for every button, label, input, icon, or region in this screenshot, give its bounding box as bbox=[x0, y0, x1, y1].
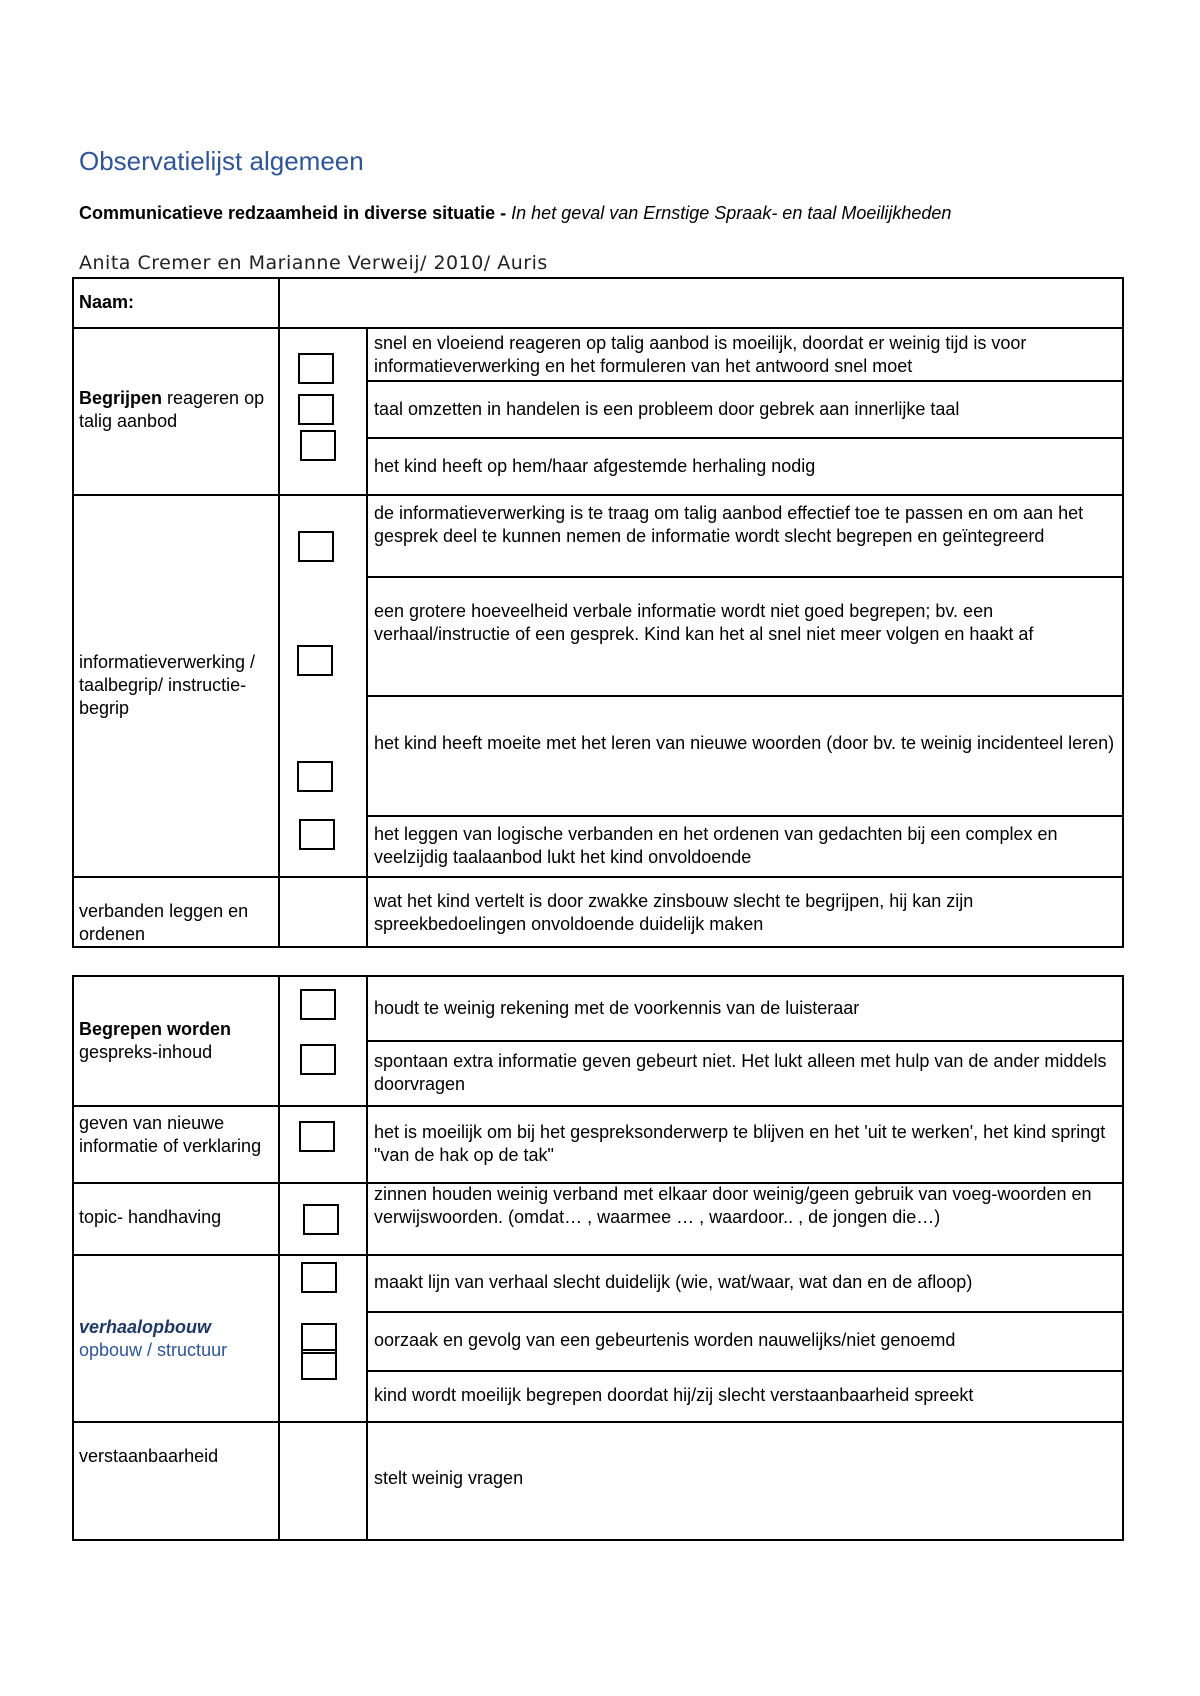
table-border bbox=[366, 815, 1124, 817]
checkbox[interactable] bbox=[298, 353, 334, 384]
category-begrijpen-rest: reageren op talig aanbod bbox=[79, 388, 265, 431]
category-verstaan: verstaanbaarheid bbox=[79, 1446, 219, 1466]
item-text: het leggen van logische verbanden en het ordenen van gedachten bij een complex en veelzijdig taalaanbod lukt het kind onvoldoende bbox=[374, 824, 1058, 867]
table-border bbox=[72, 494, 1124, 496]
checkbox[interactable] bbox=[300, 989, 336, 1020]
table-border bbox=[72, 1539, 1124, 1541]
table-border bbox=[72, 946, 1124, 948]
category-verhaal-rest: opbouw / structuur bbox=[79, 1340, 228, 1360]
item-text: spontaan extra informatie geven gebeurt niet. Het lukt alleen met hulp van de ander middels doorvragen bbox=[374, 1051, 1107, 1094]
table-border bbox=[72, 327, 1124, 329]
category-begrepen-rest: gespreks-inhoud bbox=[79, 1042, 213, 1062]
item-text: het kind heeft moeite met het leren van nieuwe woorden (door bv. te weinig incidenteel leren) bbox=[374, 733, 1115, 753]
item-text: oorzaak en gevolg van een gebeurtenis worden nauwelijks/niet genoemd bbox=[374, 1330, 956, 1350]
checkbox[interactable] bbox=[299, 819, 335, 850]
table-border bbox=[366, 695, 1124, 697]
item-text: stelt weinig vragen bbox=[374, 1468, 524, 1488]
table-border bbox=[366, 1311, 1124, 1313]
category-nieuwe-info: geven van nieuwe informatie of verklaring bbox=[79, 1113, 262, 1156]
naam-label: Naam: bbox=[79, 292, 135, 312]
table-border bbox=[72, 277, 1124, 279]
item-text: een grotere hoeveelheid verbale informatie wordt niet goed begrepen; bv. een verhaal/instructie of een gesprek. Kind kan het al snel niet meer volgen en haakt af bbox=[374, 601, 1034, 644]
item-text: de informatieverwerking is te traag om talig aanbod effectief toe te passen en om aan het gesprek deel te kunnen nemen de informatie wordt slecht begrepen en geïntegreerd bbox=[374, 503, 1084, 546]
table-border bbox=[72, 975, 74, 1540]
category-verbanden: verbanden leggen en ordenen bbox=[79, 901, 249, 944]
subtitle-italic: In het geval van Ernstige Spraak- en taal Moeilijkheden bbox=[511, 203, 952, 223]
category-begrijpen bbox=[79, 387, 274, 433]
category-informatie: informatieverwerking / taalbegrip/ instructie-begrip bbox=[79, 652, 256, 718]
checkbox[interactable] bbox=[301, 1349, 337, 1380]
table-border bbox=[366, 1370, 1124, 1372]
table-border bbox=[72, 876, 1124, 878]
item-text: houdt te weinig rekening met de voorkennis van de luisteraar bbox=[374, 998, 860, 1018]
table-border bbox=[72, 277, 74, 947]
category-verhaal bbox=[79, 1316, 274, 1362]
checkbox[interactable] bbox=[297, 645, 333, 676]
table-border bbox=[366, 576, 1124, 578]
item-text: wat het kind vertelt is door zwakke zinsbouw slecht te begrijpen, hij kan zijn spreekbedoelingen onvoldoende duidelijk maken bbox=[374, 891, 974, 934]
table-border bbox=[72, 975, 1124, 977]
subtitle bbox=[79, 203, 951, 224]
checkbox[interactable] bbox=[301, 1262, 337, 1293]
naam-field[interactable] bbox=[281, 280, 1119, 324]
table-border bbox=[72, 1105, 1124, 1107]
checkbox[interactable] bbox=[303, 1204, 339, 1235]
category-verhaal-bold: verhaalopbouw bbox=[79, 1317, 212, 1337]
item-text: snel en vloeiend reageren op talig aanbod is moeilijk, doordat er weinig tijd is voor informatieverwerking en het formuleren van het antwoord snel moet bbox=[374, 333, 1027, 376]
table-border bbox=[1122, 277, 1124, 947]
authors: Anita Cremer en Marianne Verweij/ 2010/ Auris bbox=[79, 252, 548, 274]
checkbox[interactable] bbox=[297, 761, 333, 792]
checkbox[interactable] bbox=[298, 394, 334, 425]
subtitle-bold: Communicatieve redzaamheid in diverse situatie - bbox=[79, 203, 507, 223]
table-border bbox=[72, 1421, 1124, 1423]
checkbox[interactable] bbox=[298, 531, 334, 562]
table-border bbox=[1122, 975, 1124, 1540]
checkbox[interactable] bbox=[300, 430, 336, 461]
table-border bbox=[278, 975, 280, 1540]
item-text: het kind heeft op hem/haar afgestemde herhaling nodig bbox=[374, 456, 816, 476]
category-begrepen-bold: Begrepen worden bbox=[79, 1019, 232, 1039]
item-text: zinnen houden weinig verband met elkaar door weinig/geen gebruik van voeg-woorden en verwijswoorden. (omdat… , waarmee … , waardoor.. , de jongen die…) bbox=[374, 1184, 1092, 1227]
table-border bbox=[366, 437, 1124, 439]
item-text: maakt lijn van verhaal slecht duidelijk (wie, wat/waar, wat dan en de afloop) bbox=[374, 1272, 973, 1292]
page-title: Observatielijst algemeen bbox=[79, 146, 364, 176]
checkbox[interactable] bbox=[299, 1121, 335, 1152]
table-border bbox=[72, 1254, 1124, 1256]
table-border bbox=[366, 1040, 1124, 1042]
item-text: het is moeilijk om bij het gespreksonderwerp te blijven en het 'uit te werken', het kind springt "van de hak op de tak" bbox=[374, 1122, 1106, 1165]
table-border bbox=[366, 327, 368, 947]
item-text: kind wordt moeilijk begrepen doordat hij/zij slecht verstaanbaarheid spreekt bbox=[374, 1385, 974, 1405]
table-border bbox=[366, 975, 368, 1540]
category-begrepen bbox=[79, 1018, 274, 1064]
checkbox[interactable] bbox=[300, 1044, 336, 1075]
category-topic: topic- handhaving bbox=[79, 1207, 222, 1227]
table-border bbox=[278, 277, 280, 947]
category-begrijpen-bold: Begrijpen bbox=[79, 388, 163, 408]
table-border bbox=[366, 380, 1124, 382]
item-text: taal omzetten in handelen is een probleem door gebrek aan innerlijke taal bbox=[374, 399, 960, 419]
